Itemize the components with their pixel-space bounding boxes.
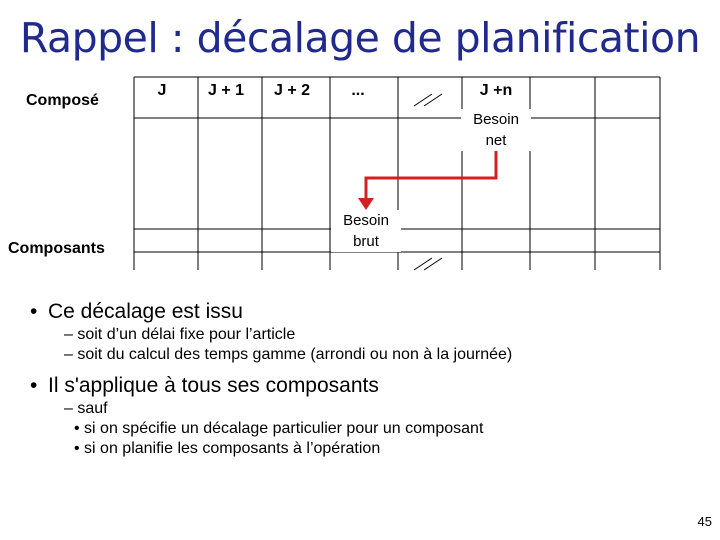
- bullet-item: • Il s'applique à tous ses composants: [30, 374, 379, 397]
- header-j-plus-1: J + 1: [207, 82, 245, 99]
- bullet-item: • Ce décalage est issu: [30, 300, 243, 323]
- sub-sub-bullet: • si on spécifie un décalage particulier pour un composant: [74, 420, 484, 437]
- header-j-plus-2: J + 2: [273, 82, 311, 99]
- besoin-brut-label: Besoin brut: [331, 210, 401, 252]
- page-title: Rappel : décalage de planification: [19, 14, 701, 62]
- row-label-compose: Composé: [26, 92, 99, 109]
- sub-sub-bullet: • si on planifie les composants à l’opération: [74, 440, 381, 457]
- header-j: J: [157, 82, 167, 99]
- arrow-head: [358, 198, 374, 210]
- shift-arrow: [366, 148, 496, 200]
- row-label-composants: Composants: [8, 240, 105, 257]
- bullet-list: [30, 300, 710, 458]
- header-ellipsis: ...: [351, 82, 365, 99]
- header-j-plus-n: J +n: [479, 82, 513, 99]
- sub-bullet: – soit du calcul des temps gamme (arrondi ou non à la journée): [64, 346, 513, 363]
- sub-bullet: – soit d’un délai fixe pour l’article: [64, 326, 296, 343]
- page-number: 45: [697, 514, 712, 529]
- axis-break-marks: [414, 94, 442, 270]
- sub-bullet: – sauf: [64, 400, 108, 417]
- besoin-net-label: Besoin net: [461, 109, 531, 151]
